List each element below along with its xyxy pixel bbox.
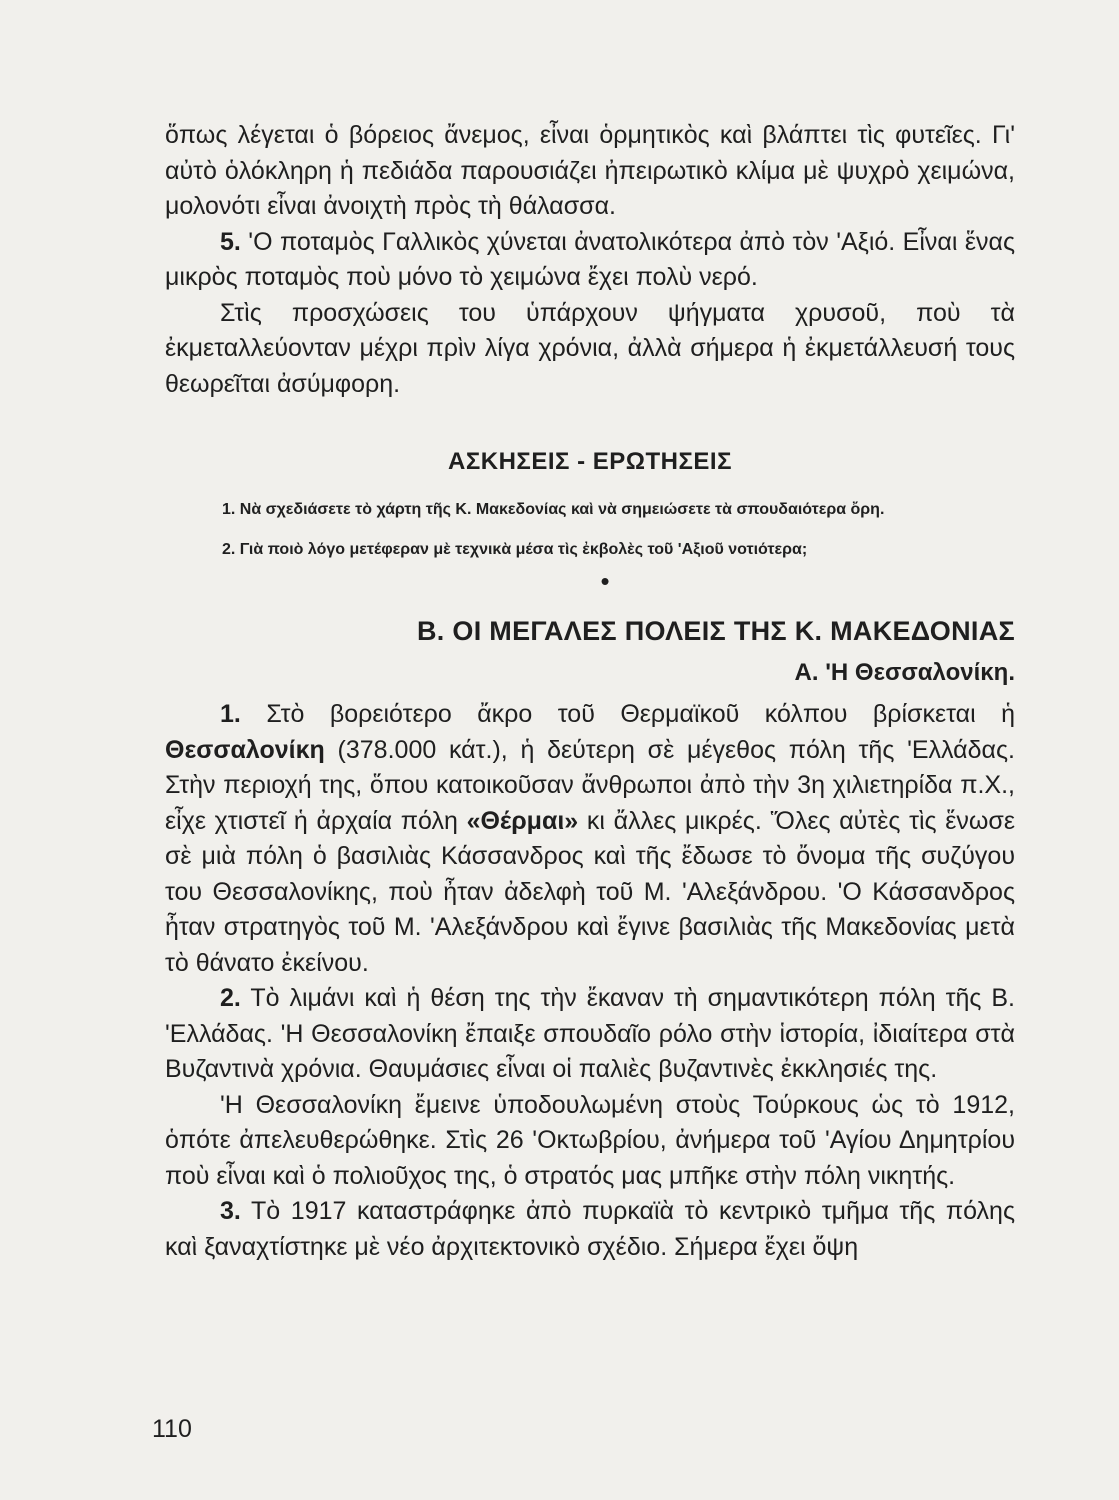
intro-paragraph: ὅπως λέγεται ὁ βόρειος ἄνεμος, εἶναι ὁρμητικὸς καὶ βλάπτει τὶς φυτεῖες. Γι' αὐτὸ ὁλόκληρη ἡ πεδιάδα παρουσιάζει ἠπειρωτικὸ κλίμα μὲ ψυχρὸ χειμώνα, μολονότι εἶναι ἀνοιχτὴ πρὸς τὴ θάλασσα. [165,121,1015,220]
page-body [165,118,1015,1265]
paragraph-text: Τὸ 1917 καταστράφηκε ἀπὸ πυρκαϊὰ τὸ κεντρικὸ τμῆμα τῆς πόλης καὶ ξαναχτίστηκε μὲ νέο ἀρχιτεκτονικὸ σχέδιο. Σήμερα ἔχει ὄψη [165,1197,1015,1261]
paragraph-number: 3. [220,1197,241,1225]
paragraph-2 [165,981,1015,1088]
highlight-term: Θεσσαλονίκη [165,735,325,764]
paragraph-5-continued: Στὶς προσχώσεις του ὑπάρχουν ψήγματα χρυσοῦ, ποὺ τὰ ἐκμεταλλεύονταν μέχρι πρὶν λίγα χρόνια, ἀλλὰ σήμερα ἡ ἐκμετάλλευσή τους θεωρεῖται ἀσύμφορη. [165,298,1015,398]
exercise-question-1: 1. Νὰ σχεδιάσετε τὸ χάρτη τῆς Κ. Μακεδονίας καὶ νὰ σημειώσετε τὰ σπουδαιότερα ὄρη. [222,501,885,518]
separator-bullet: • [600,566,610,596]
paragraph-5 [165,225,1015,296]
paragraph-text: κι ἄλλες μικρές. Ὅλες αὐτὲς τὶς ἕνωσε σὲ μιὰ πόλη ὁ βασιλιὰς Κάσσανδρος καὶ τῆς ἔδωσε τὸ ὄνομα τῆς συζύγου του Θεσσαλονίκης, ποὺ ἦταν ἀδελφὴ τοῦ Μ. 'Αλεξάνδρου. 'Ο Κάσσανδρος ἦταν στρατηγὸς τοῦ Μ. 'Αλεξάνδρου καὶ ἔγινε βασιλιὰς τῆς Μακεδονίας μετὰ τὸ θάνατο ἐκείνου. [165,806,1016,977]
paragraph-number: 1. [220,700,241,728]
paragraph-text: (378.000 κάτ.), ἡ δεύτερη σὲ μέγεθος πόλη τῆς 'Ελλάδας. Στὴν περιοχή της, ὅπου κατοικοῦσαν ἄνθρωποι ἀπὸ τὴν 3η χιλιετηρίδα π.Χ., εἶχε χτιστεῖ ἡ ἀρχαία πόλη [165,735,1015,835]
paragraph-number: 5. [220,227,241,256]
paragraph-text: Στὸ βορειότερο ἄκρο τοῦ Θερμαϊκοῦ κόλπου βρίσκεται ἡ [266,700,1016,728]
highlight-term: «Θέρμαι» [466,806,579,835]
paragraph-3 [165,1194,1015,1265]
page-number: 110 [152,1415,192,1443]
paragraph-1 [165,697,1015,981]
exercises-heading: ΑΣΚΗΣΕΙΣ - ΕΡΩΤΗΣΕΙΣ [448,448,732,475]
chapter-title: Β. ΟΙ ΜΕΓΑΛΕΣ ΠΟΛΕΙΣ ΤΗΣ Κ. ΜΑΚΕΔΟΝΙΑΣ [417,616,1015,646]
paragraph-text: 'Ο ποταμὸς Γαλλικὸς χύνεται ἀνατολικότερα ἀπὸ τὸν 'Αξιό. Εἶναι ἕνας μικρὸς ποταμὸς ποὺ μόνο τὸ χειμώνα ἔχει πολὺ νερό. [165,227,1015,291]
paragraph-text: Τὸ λιμάνι καὶ ἡ θέση της τὴν ἔκαναν τὴ σημαντικότερη πόλη τῆς Β. 'Ελλάδας. 'Η Θεσσαλονίκη ἔπαιξε σπουδαῖο ρόλο στὴν ἱστορία, ἰδιαίτερα στὰ Βυζαντινὰ χρόνια. Θαυμάσιες εἶναι οἱ παλιὲς βυζαντινὲς ἐκκλησιές της. [165,984,1015,1083]
section-subtitle: Α. 'Η Θεσσαλονίκη. [794,659,1015,686]
exercise-question-2: 2. Γιὰ ποιὸ λόγο μετέφεραν μὲ τεχνικὰ μέσα τὶς ἐκβολὲς τοῦ 'Αξιοῦ νοτιότερα; [222,541,808,558]
paragraph-number: 2. [220,984,241,1012]
paragraph-2-continued: 'Η Θεσσαλονίκη ἔμεινε ὑποδουλωμένη στοὺς Τούρκους ὡς τὸ 1912, ὁπότε ἀπελευθερώθηκε. Στὶς 26 'Οκτωβρίου, ἀνήμερα τοῦ 'Αγίου Δημητρίου ποὺ εἶναι καὶ ὁ πολιοῦχος της, ὁ στρατός μας μπῆκε στὴν πόλη νικητής. [165,1090,1015,1190]
